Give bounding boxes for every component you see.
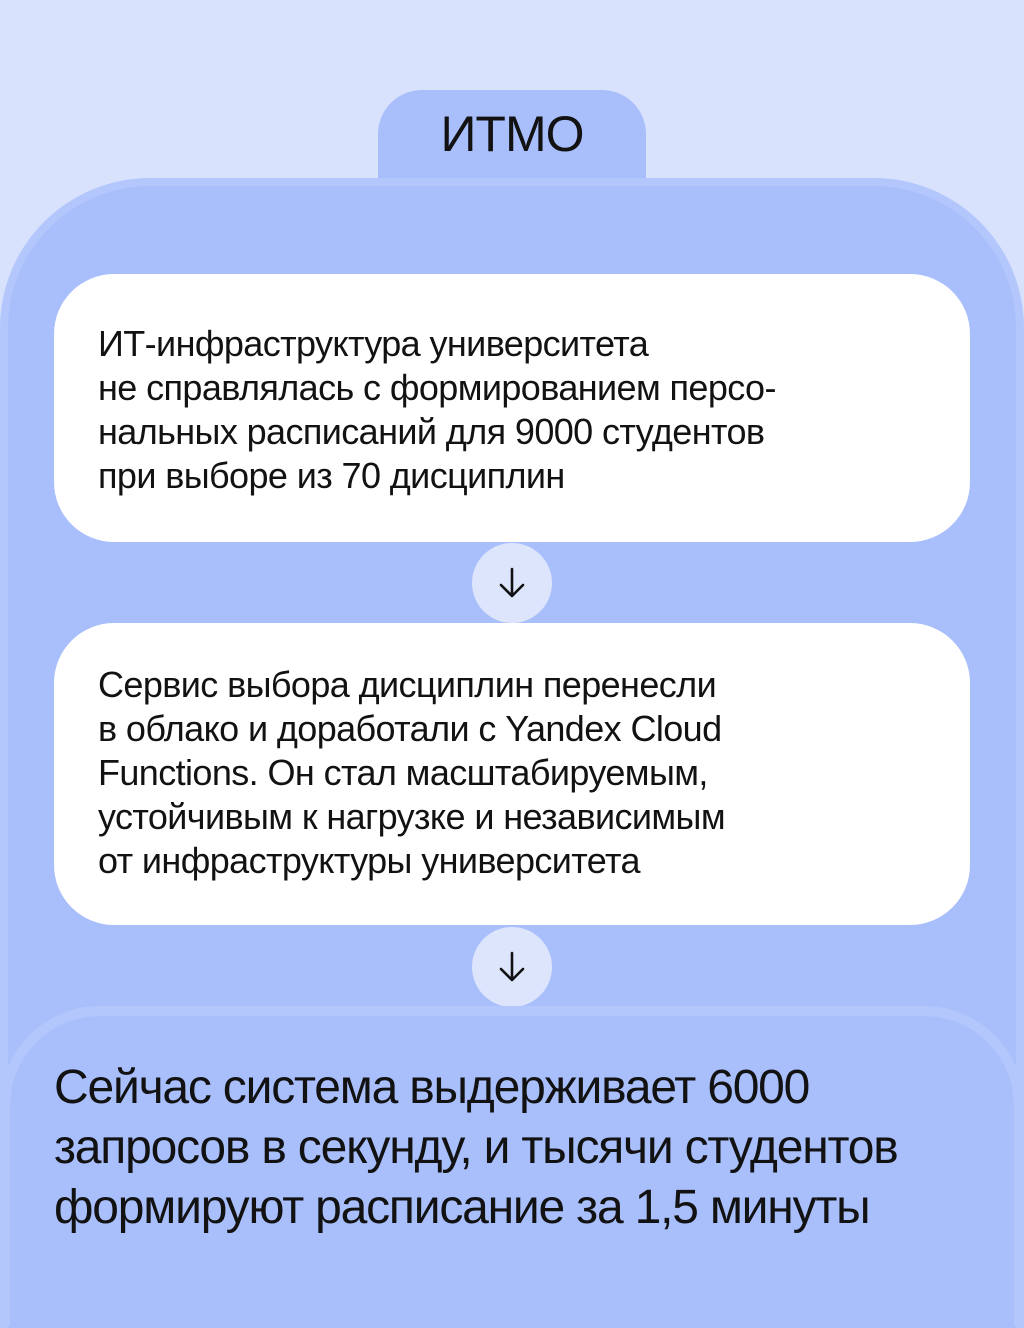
problem-line: не справлялась с формированием персо-	[98, 367, 776, 408]
problem-text	[98, 322, 970, 498]
problem-card	[54, 274, 970, 542]
problem-line: ИТ-инфраструктура университета	[98, 323, 649, 364]
solution-line: в облако и доработали с Yandex Cloud	[98, 708, 722, 749]
solution-text	[98, 663, 970, 883]
solution-line: от инфраструктуры университета	[98, 840, 640, 881]
arrow-down-icon	[472, 927, 552, 1007]
solution-card	[54, 623, 970, 925]
problem-line: нальных расписаний для 9000 студентов	[98, 411, 765, 452]
result-line: Сейчас система выдерживает 6000	[54, 1061, 810, 1114]
result-line: запросов в секунду, и тысячи студентов	[54, 1121, 898, 1174]
result-line: формируют расписание за 1,5 минуты	[54, 1181, 870, 1234]
solution-line: устойчивым к нагрузке и независимым	[98, 796, 725, 837]
problem-line: при выборе из 70 дисциплин	[98, 455, 565, 496]
university-name: ИТМО	[440, 106, 584, 162]
result-text	[54, 1058, 994, 1238]
solution-line: Functions. Он стал масштабируемым,	[98, 752, 708, 793]
arrow-down-icon	[472, 543, 552, 623]
solution-line: Сервис выбора дисциплин перенесли	[98, 664, 717, 705]
